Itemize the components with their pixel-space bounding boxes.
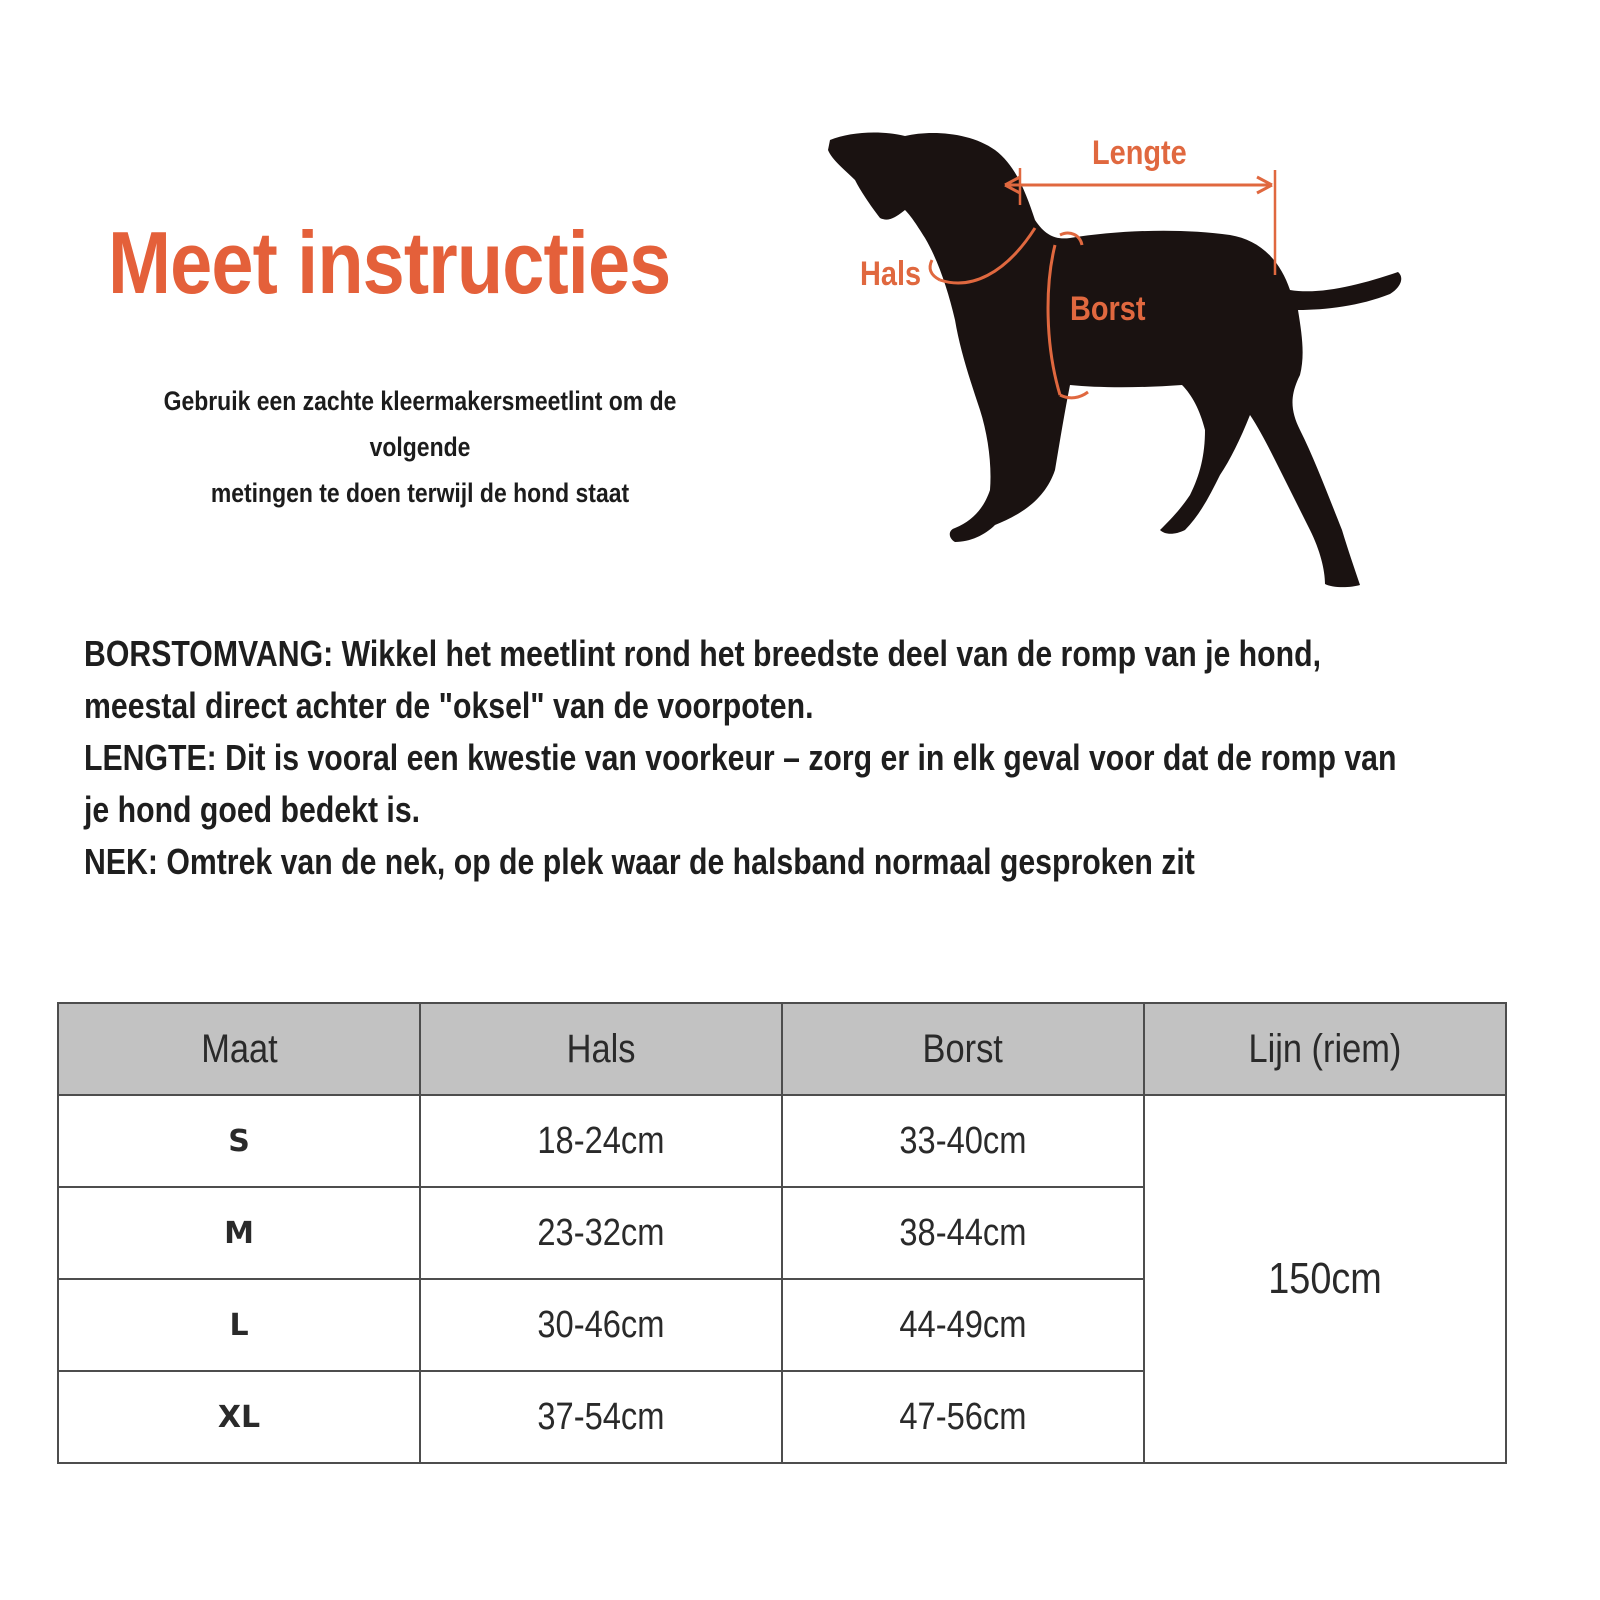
- cell-size: S: [58, 1095, 420, 1187]
- diagram-label-length: Lengte: [1092, 134, 1187, 172]
- cell-neck: 18-24cm: [420, 1095, 782, 1187]
- cell-neck: 30-46cm: [420, 1279, 782, 1371]
- cell-chest: 33-40cm: [782, 1095, 1144, 1187]
- instruction-chest-line-1: BORSTOMVANG: Wikkel het meetlint rond het breedste deel van de romp van je hond,: [84, 633, 1321, 674]
- cell-neck: 37-54cm: [420, 1371, 782, 1463]
- dog-body-shape: [828, 133, 1401, 588]
- diagram-label-chest: Borst: [1070, 290, 1146, 328]
- diagram-label-neck: Hals: [860, 255, 922, 293]
- cell-size: XL: [58, 1371, 420, 1463]
- cell-chest: 47-56cm: [782, 1371, 1144, 1463]
- cell-size: L: [58, 1279, 420, 1371]
- cell-leash: 150cm: [1144, 1095, 1506, 1463]
- header-size: Maat: [58, 1003, 420, 1095]
- instruction-chest-line-2: meestal direct achter de "oksel" van de voorpoten.: [84, 685, 814, 726]
- cell-chest: 44-49cm: [782, 1279, 1144, 1371]
- intro-text: [123, 378, 718, 516]
- table-row: [58, 1095, 1506, 1187]
- instruction-neck-line: NEK: Omtrek van de nek, op de plek waar de halsband normaal gesproken zit: [84, 841, 1195, 882]
- table-header-row: [58, 1003, 1506, 1095]
- measurement-instructions: [84, 628, 1512, 888]
- instruction-length-line-2: je hond goed bedekt is.: [84, 789, 421, 830]
- dog-measurement-diagram: [820, 110, 1420, 610]
- header-neck: Hals: [420, 1003, 782, 1095]
- dog-silhouette-icon: [820, 110, 1420, 610]
- cell-neck: 23-32cm: [420, 1187, 782, 1279]
- cell-chest: 38-44cm: [782, 1187, 1144, 1279]
- size-table: [57, 1002, 1507, 1464]
- header-chest: Borst: [782, 1003, 1144, 1095]
- intro-line-2: metingen te doen terwijl de hond staat: [210, 478, 630, 508]
- page-title: Meet instructies: [108, 213, 671, 312]
- header-leash: Lijn (riem): [1144, 1003, 1506, 1095]
- instruction-length-line-1: LENGTE: Dit is vooral een kwestie van voorkeur – zorg er in elk geval voor dat de romp van: [84, 737, 1397, 778]
- cell-size: M: [58, 1187, 420, 1279]
- intro-line-1: Gebruik een zachte kleermakersmeetlint om de volgende: [163, 386, 677, 462]
